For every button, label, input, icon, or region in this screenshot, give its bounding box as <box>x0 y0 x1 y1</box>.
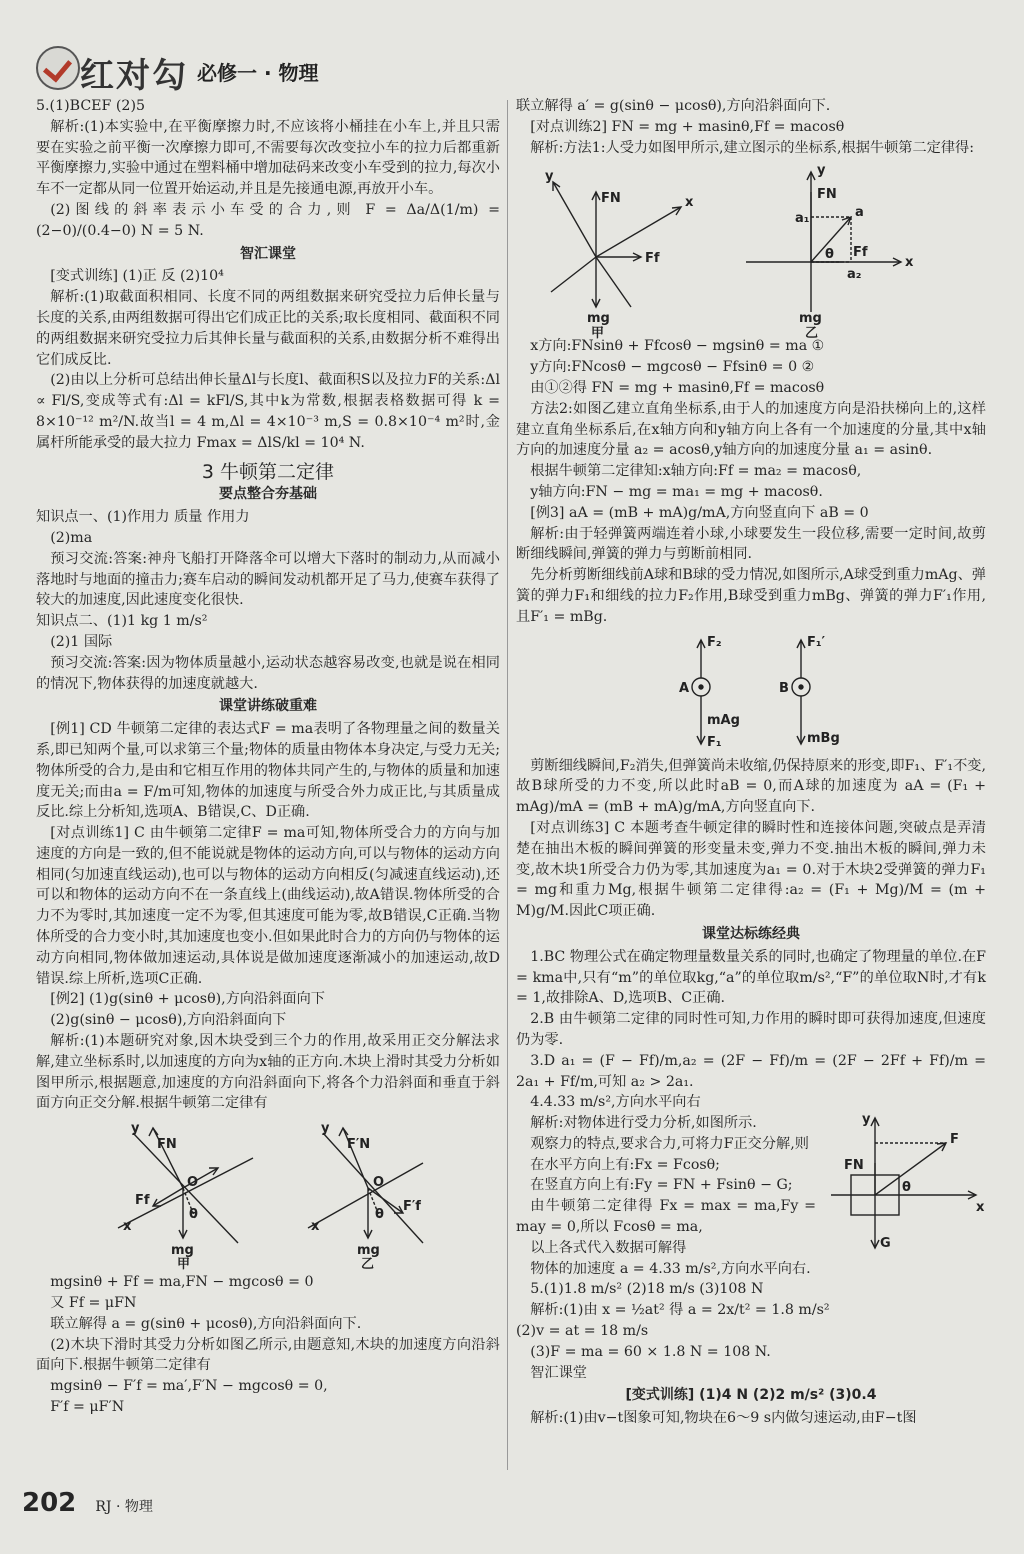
paragraph: 1.BC 物理公式在确定物理量数量关系的同时,也确定了物理量的单位.在F = kma中,只有“m”的单位取kg,“a”的单位取m/s²,“F”的单位取N时,才有k = 1,故排除A、D,选项B、C正确. <box>516 948 986 1007</box>
label-ff: Ff <box>853 245 868 261</box>
label-ball-a: A <box>679 680 690 696</box>
label-mg: mg <box>587 311 610 327</box>
label-theta: θ <box>375 1207 384 1223</box>
paragraph: y轴方向:FN − mg = ma₁ = mg + macosθ. <box>530 483 823 500</box>
label-fn: FN <box>844 1158 864 1174</box>
paragraph: 解析:(1)本题研究对象,因木块受到三个力的作用,故采用正交分解法求解,建立坐标系时,以加速度的方向为x轴的正方向.木块上滑时其受力分析如图甲所示,根据题意,加速度的方向沿斜面向下,将各个力沿斜面和垂直于斜面方向正交分解.根据牛顿第二定律有 <box>36 1033 500 1112</box>
label-fn: FN <box>157 1137 177 1153</box>
equation: 智汇课堂 <box>530 1364 587 1381</box>
label-y: y <box>817 163 826 179</box>
label-f1: F₁ <box>707 734 722 750</box>
column-divider <box>507 100 508 1470</box>
paragraph: 联立解得 a′ = g(sinθ − μcosθ),方向沿斜面向下. <box>516 98 831 114</box>
label-theta: θ <box>189 1207 198 1223</box>
label-ball-b: B <box>779 680 789 696</box>
answer-line: 5.(1)BCEF (2)5 <box>36 98 146 114</box>
label-theta: θ <box>825 247 834 263</box>
section-heading: 智汇课堂 <box>240 245 296 262</box>
paragraph: [对点训练3] C 本题考查牛顿定律的瞬时性和连接体问题,突破点是弄清楚在抽出木板的瞬间弹簧的形变量未变,弹力不变.抽出木板的瞬间,弹力未变,故木块1所受合力仍为零,其加速度为a₁ = 0.对于木块2受弹簧的弹力F₁ = mg和重力Mg,根据牛顿第二定律得:a₂ = (F₁ + Mg)/M = (m + M)g/M.因此C项正确. <box>516 819 986 920</box>
section-heading: 课堂达标练经典 <box>702 925 800 942</box>
equation: x方向:FNsinθ + Ffcosθ − mgsinθ = ma ① <box>530 338 825 355</box>
label-y: y <box>862 1112 871 1128</box>
paragraph: 解析:由于轻弹簧两端连着小球,小球要发生一段位移,需要一定时间,故剪断细线瞬间,弹簧的弹力与剪断前相同. <box>516 525 986 563</box>
paragraph: (2)木块下滑时其受力分析如图乙所示,由题意知,木块的加速度方向沿斜面向下.根据牛顿第二定律有 <box>36 1336 500 1374</box>
paragraph: 4.4.33 m/s²,方向水平向右 <box>530 1094 701 1111</box>
label-fn: FN <box>601 191 621 207</box>
paragraph: 解析:方法1:人受力如图甲所示,建立图示的坐标系,根据牛顿第二定律得: <box>530 139 975 156</box>
equation: 以上各式代入数据可解得 <box>530 1239 687 1256</box>
label-mg: mg <box>357 1243 380 1259</box>
paragraph: [变式训练] (1)正 反 (2)10⁴ <box>50 268 224 285</box>
caption-yi: 乙 <box>805 326 819 342</box>
label-theta: θ <box>902 1180 911 1196</box>
paragraph: 预习交流:答案:神舟飞船打开降落伞可以增大下落时的制动力,从而减小落地时与地面的撞击力;赛车启动的瞬间发动机都开足了马力,使赛车获得了较大的加速度,因此速度变化很快. <box>36 550 500 609</box>
paragraph: 解析:(1)取截面积相同、长度不同的两组数据来研究受拉力后伸长量与长度的关系,由两组数据可得出它们成正比的关系;取长度相同、截面积不同的两组数据来研究受拉力后其伸长量与截面积的关系,由数据分析不难得出它们成反比. <box>36 289 500 368</box>
equation: 又 Ff = μFN <box>50 1295 137 1312</box>
paragraph: (2)v = at = 18 m/s <box>516 1323 649 1340</box>
paragraph: [对点训练1] C 由牛顿第二定律F = ma可知,物体所受合力的方向与加速度的方向是一致的,但不能说就是物体的运动方向,可以与物体的运动方向相同(匀加速直线运动),也可以与物体的运动方向相反(匀减速直线运动),还可以和物体的运动方向不在一条直线上(曲线运动),故A错误.物体所受的合力不为零时,其加速度一定不为零,但其速度可能为零,故B错误,C正确.当物体所受的合力变小时,其加速度也变小.但如果此时合力的方向仍与物体的运动方向相同,物体做加速运动,具体说是做加速度逐渐减小的加速运动,故D错误.综上所析,选项C正确. <box>36 825 500 987</box>
paragraph: 解析:(1)由v−t图象可知,物块在6～9 s内做匀速运动,由F−t图 <box>530 1410 917 1427</box>
label-x: x <box>123 1219 132 1235</box>
paragraph: 3.D a₁ = (F − Ff)/m,a₂ = (2F − Ff)/m = (2F − 2Ff + Ff)/m = 2a₁ + Ff/m,可知 a₂ > 2a₁. <box>516 1052 986 1090</box>
paragraph: 物体的加速度 a = 4.33 m/s²,方向水平向右. <box>530 1260 811 1277</box>
label-x: x <box>976 1200 985 1216</box>
page-number: 202 <box>22 1488 77 1518</box>
equation: 由牛顿第二定律得 Fx = max = ma,Fy = may = 0,所以 Fcosθ = ma, <box>516 1198 816 1236</box>
section-heading: 要点整合夯基础 <box>219 486 317 503</box>
answer-line: 解析:对物体进行受力分析,如图所示. <box>530 1115 757 1132</box>
label-fn: FN <box>817 187 837 203</box>
footer-series: RJ · 物理 <box>95 1499 153 1515</box>
paragraph: 知识点二、(1)1 kg 1 m/s² <box>36 613 208 630</box>
page-header <box>24 40 1004 94</box>
equation: mgsinθ + Ff = ma,FN − mgcosθ = 0 <box>50 1274 314 1291</box>
section-heading: 课堂讲练破重难 <box>219 698 317 715</box>
label-y: y <box>545 169 554 185</box>
label-y: y <box>321 1121 330 1137</box>
label-g: G <box>880 1236 891 1252</box>
right-column <box>516 96 986 1429</box>
box-force-diagram <box>826 1113 986 1253</box>
checkmark-logo-icon <box>36 46 80 90</box>
label-mg: mg <box>799 311 822 327</box>
paragraph: 联立解得 a = g(sinθ + μcosθ),方向沿斜面向下. <box>50 1315 362 1332</box>
paragraph: 在水平方向上有:Fx = Fcosθ; <box>530 1156 720 1173</box>
label-a1: a₁ <box>795 211 810 227</box>
page-footer <box>22 1488 153 1518</box>
paragraph: [例2] (1)g(sinθ + μcosθ),方向沿斜面向下 <box>50 991 325 1008</box>
label-mag: mAg <box>707 712 740 728</box>
label-f2: F₂ <box>707 634 722 650</box>
label-f: F <box>950 1132 959 1148</box>
label-mg: mg <box>171 1243 194 1259</box>
brand-logo-text: 红对勾 <box>80 56 188 96</box>
paragraph: (2)1 国际 <box>50 633 113 650</box>
label-x: x <box>311 1219 320 1235</box>
paragraph: 方法2:如图乙建立直角坐标系,由于人的加速度方向是沿扶梯向上的,这样建立直角坐标系后,在x轴方向和y轴方向上各有一个加速度的分量,其中x轴方向的加速度分量 a₂ = acosθ,y轴方向的加速度分量 a₁ = asinθ. <box>516 400 986 459</box>
label-fn-prime: F′N <box>347 1137 371 1153</box>
paragraph: [例3] aA = (mB + mA)g/mA,方向竖直向下 aB = 0 <box>530 504 869 521</box>
paragraph: 2.B 由牛顿第二定律的同时性可知,力作用的瞬时即可获得加速度,但速度仍为零. <box>516 1011 986 1048</box>
section-heading: [变式训练] (1)4 N (2)2 m/s² (3)0.4 <box>625 1387 877 1404</box>
label-ff: Ff <box>135 1193 150 1209</box>
paragraph: 预习交流:答案:因为物体质量越小,运动状态越容易改变,也就是说在相同的情况下,物体获得的加速度就越大. <box>36 654 500 692</box>
paragraph: [对点训练2] FN = mg + masinθ,Ff = macosθ <box>530 118 845 135</box>
equation: 由①②得 FN = mg + masinθ,Ff = macosθ <box>530 379 825 396</box>
paragraph: 剪断细线瞬间,F₂消失,但弹簧尚未收缩,仍保持原来的形变,即F₁、F′₁不变,故B球所受的力不变,所以此时aB = 0,而A球的加速度为 aA = (F₁ + mAg)/mA = (mB + mA)g/mA,方向竖直向下. <box>516 757 986 816</box>
chapter-title: 3 牛顿第二定律 <box>201 460 335 483</box>
spring-balls-diagram <box>651 632 851 752</box>
label-x: x <box>685 195 694 211</box>
escalator-force-diagrams <box>541 162 961 342</box>
paragraph: 知识点一、(1)作用力 质量 作用力 <box>36 509 250 526</box>
equation: mgsinθ − F′f = ma′,F′N − mgcosθ = 0, <box>50 1378 328 1395</box>
caption-yi: 乙 <box>361 1257 375 1273</box>
paragraph: (2)g(sinθ − μcosθ),方向沿斜面向下 <box>50 1012 287 1029</box>
paragraph: 5.(1)1.8 m/s² (2)18 m/s (3)108 N <box>530 1281 764 1298</box>
label-x: x <box>905 255 914 271</box>
label-o: O <box>187 1175 199 1191</box>
paragraph: (2)图线的斜率表示小车受的合力,则 F = Δa/Δ(1/m) = (2−0)/(0.4−0) N = 5 N. <box>36 201 500 239</box>
label-ff: Ff <box>645 251 660 267</box>
incline-force-diagrams <box>103 1118 433 1273</box>
book-title: 必修一 · 物理 <box>197 61 319 85</box>
equation: F′f = μF′N <box>50 1399 125 1416</box>
label-a: a <box>855 205 864 221</box>
label-mbg: mBg <box>807 730 840 746</box>
paragraph: 解析:(1)本实验中,在平衡摩擦力时,不应该将小桶挂在小车上,并且只需要在实验之前平衡一次摩擦力即可,不需要每次改变拉小车的拉力后都重新平衡摩擦力,实验中通过在塑料桶中增加砝码来改变小车受到的拉力,每次小车不一定都从同一位置开始运动,并且是先接通电源,再放开小车。 <box>36 118 500 198</box>
q4-block <box>516 1113 986 1300</box>
label-o: O <box>373 1175 385 1191</box>
paragraph: 先分析剪断细线前A球和B球的受力情况,如图所示,A球受到重力mAg、弹簧的弹力F₁和细线的拉力F₂作用,B球受到重力mBg、弹簧的弹力F′₁作用,且F′₁ = mBg. <box>516 567 986 625</box>
label-ff-prime: F′f <box>403 1199 421 1215</box>
paragraph: 根据牛顿第二定律知:x轴方向:Ff = ma₂ = macosθ, <box>530 463 862 480</box>
label-f1-prime: F₁′ <box>807 634 826 650</box>
equation: (3)F = ma = 60 × 1.8 N = 108 N. <box>530 1343 771 1360</box>
paragraph: [例1] CD 牛顿第二定律的表达式F = ma表明了各物理量之间的数量关系,即已知两个量,可以求第三个量;物体的质量由物体本身决定,与受力无关;物体所受的合力,是由和它相互作用的物体共同产生的,与物体的质量和加速度无关;而由a = F/m可知,物体的加速度与所受合外力成正比,与其质量成反比.综上分析知,选项A、B错误,C、D正确. <box>36 721 500 821</box>
paragraph: (2)由以上分析可总结出伸长量Δl与长度l、截面积S以及拉力F的关系:Δl ∝ Fl/S,变成等式有:Δl = kFl/S,其中k为常数,根据表格数据可得 k = 8×10⁻¹² m²/N.故当l = 4 m,Δl = 4×10⁻³ m,S = 0.8×10⁻⁴ m²时,金属杆所能承受的最大拉力 Fmax = ΔlS/kl = 10⁴ N. <box>36 372 500 451</box>
left-column <box>36 96 500 1418</box>
paragraph: 观察力的特点,要求合力,可将力F正交分解,则 <box>530 1135 809 1152</box>
equation: y方向:FNcosθ − mgcosθ − Ffsinθ = 0 ② <box>530 359 815 376</box>
paragraph: (2)ma <box>50 529 93 546</box>
caption-jia: 甲 <box>591 326 605 342</box>
caption-jia: 甲 <box>177 1257 191 1273</box>
label-y: y <box>131 1121 140 1137</box>
equation: 在竖直方向上有:Fy = FN + Fsinθ − G; <box>530 1177 793 1194</box>
answer-line: 解析:(1)由 x = ½at² 得 a = 2x/t² = 1.8 m/s² <box>530 1302 830 1319</box>
label-a2: a₂ <box>847 267 862 283</box>
